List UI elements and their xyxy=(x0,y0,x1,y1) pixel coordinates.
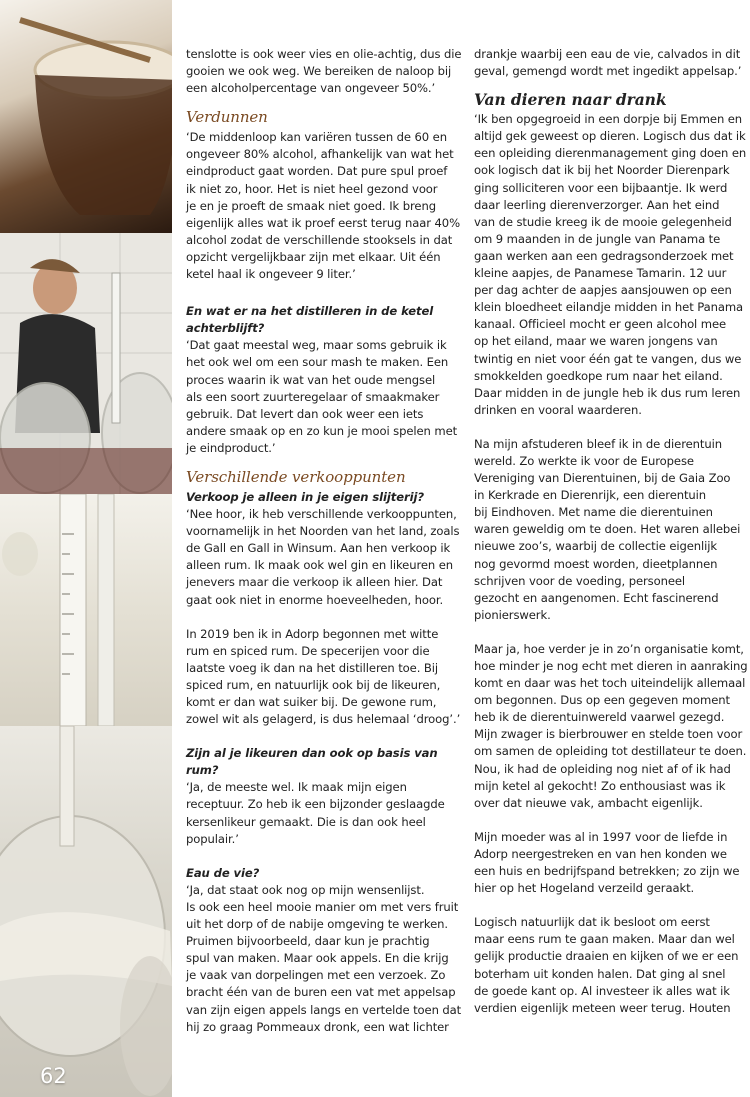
paragraph: In 2019 ben ik in Adorp begonnen met witte rum en spiced rum. De specerijen voor die laatste voeg ik dan na het distilleren toe. Bij spiced rum, en natuurlijk ook bij de likeuren, komt er dan wat suiker bij. De gewone rum, zowel wit als gelagerd, is dus helemaal ‘droog’.’ xyxy=(186,626,461,727)
paragraph: ‘Nee hoor, ik heb verschillende verkooppunten, voornamelijk in het Noorden van het land, zoals de Gall en Gall in Winsum. Aan hen verkoop ik alleen rum. Ik maak ook wel gin en likeuren en jenevers maar die verkoop ik alleen hier. Dat gaat ook niet in enorme hoeveelheden, hoor. xyxy=(186,507,460,607)
photo-copper-ladle xyxy=(0,0,172,233)
paragraph: Logisch natuurlijk dat ik besloot om eerst maar eens rum te gaan maken. Maar dan wel gelijk productie draaien en kijken of we er een boterham uit konden halen. Dat ging al snel de goede kant op. Al investeer ik alles wat ik verdien eigenlijk meteen weer terug. Houten xyxy=(474,915,739,1015)
photo-strip xyxy=(0,0,172,1097)
heading-verdunnen: Verdunnen xyxy=(186,108,268,127)
paragraph: tenslotte is ook weer vies en olie-achtig, dus die gooien we ook weg. We bereiken de naloop bij een alcoholpercentage van ongeveer 50%.’ xyxy=(186,47,462,96)
question: En wat er na het distilleren in de ketel achterblijft? xyxy=(186,304,434,336)
question: Verkoop je alleen in je eigen slijterij? xyxy=(186,489,424,504)
heading-verkooppunten: Verschillende verkooppunten xyxy=(186,467,406,486)
paragraph: Mijn moeder was al in 1997 voor de liefde in Adorp neergestreken en van hen konden we een huis en bedrijfspand betrekken; zo zijn we hier op het Hogeland verzeild geraakt. xyxy=(474,829,740,896)
paragraph: ‘De middenloop kan variëren tussen de 60 en ongeveer 80% alcohol, afhankelijk van wat het eindproduct gaat worden. Dat pure spul proef ik niet zo, hoor. Het is niet heel gezond voor je en je proeft de smaak niet goed. Ik breng eigenlijk alles wat ik proef eerst terug naar 40% alcohol zodat de verschillende stooksels in dat opzicht vergelijkbaar zijn met elkaar. Uit één ketel haal ik ongeveer 9 liter.’ xyxy=(186,130,460,282)
question: Zijn al je likeuren dan ook op basis van rum? xyxy=(186,746,438,778)
photo-distiller-man xyxy=(0,233,172,494)
left-column xyxy=(186,46,462,1053)
paragraph: Na mijn afstuderen bleef ik in de dierentuin wereld. Zo werkte ik voor de Europese Vereniging van Dierentuinen, bij de Gaia Zoo in Kerkrade en Dierenrijk, een dierentuin bij Eindhoven. Met name die dierentuinen waren geweldig om te doen. Het waren allebei nieuwe zoo’s, waarbij de collectie eigenlijk nog gevormd moest worden, dieetplannen schrijven voor de voeding, personeel gezocht en aangenomen. Echt fascinerend pionierswerk. xyxy=(474,436,741,622)
heading-van-dieren-naar-drank: Van dieren naar drank xyxy=(474,90,667,110)
question: Eau de vie? xyxy=(186,865,260,880)
paragraph: drankje waarbij een eau de vie, calvados in dit geval, gemengd wordt met ingedikt appelsap.’ xyxy=(474,47,742,79)
paragraph: ‘Ja, dat staat ook nog op mijn wensenlijst. Is ook een heel mooie manier om met vers fruit uit het dorp of de nabije omgeving te werken. Pruimen bijvoorbeeld, daar kun je prachtig spul van maken. Maar ook appels. En die krijg je vaak van dorpelingen met een verzoek. Zo bracht één van de buren een vat met appelsap van zijn eigen appels langs en vertelde toen dat hij zo graag Pommeaux dronk, een wat lichter xyxy=(186,882,462,1034)
photo-glass-flasks xyxy=(0,726,172,1097)
photo-hydrometer xyxy=(0,494,172,726)
paragraph: ‘Ja, de meeste wel. Ik maak mijn eigen receptuur. Zo heb ik een bijzonder geslaagde kersenlikeur gemaakt. Die is dan ook heel populair.’ xyxy=(186,780,445,846)
paragraph: Maar ja, hoe verder je in zo’n organisatie komt, hoe minder je nog echt met dieren in aanraking komt en daar was het toch uiteindelijk allemaal om begonnen. Dus op een gegeven moment heb ik de dierentuinwereld vaarwel gezegd. Mijn zwager is bierbrouwer en stelde toen voor om samen de opleiding tot destillateur te doen. Nou, ik had de opleiding nog niet af of ik had mijn ketel al gekocht! Zo enthousiast was ik over dat nieuwe vak, ambacht eigenlijk. xyxy=(474,641,748,810)
paragraph: ‘Ik ben opgegroeid in een dorpje bij Emmen en altijd gek geweest op dieren. Logisch dus dat ik een opleiding dierenmanagement ging doen en ook logisch dat ik bij het Noorder Dierenpark ging solliciteren voor een bijbaantje. Ik werd daar leerling dierenverzorger. Aan het eind van de studie kreeg ik de mooie gelegenheid om 9 maanden in de jungle van Panama te gaan werken aan een gedragsonderzoek met kleine aapjes, de Panamese Tamarin. 12 uur per dag achter de aapjes aansjouwen op een klein bloedheet eilandje midden in het Panama kanaal. Officieel mocht er geen alcohol mee op het eiland, maar we waren jongens van twintig en niet voor één gat te vangen, dus we smokkelden goedkope rum naar het eiland. Daar midden in de jungle heb ik dus rum leren drinken en vooral waarderen. xyxy=(474,112,747,417)
page-number: 62 xyxy=(40,1064,67,1088)
right-column xyxy=(474,46,746,1034)
paragraph: ‘Dat gaat meestal weg, maar soms gebruik ik het ook wel om een sour mash te maken. Een proces waarin ik wat van het oude mengsel als een soort zuurteregelaar of smaakmaker gebruik. Dat levert dan ook weer een iets andere smaak op en zo kun je mooi spelen met je eindproduct.’ xyxy=(186,338,458,455)
